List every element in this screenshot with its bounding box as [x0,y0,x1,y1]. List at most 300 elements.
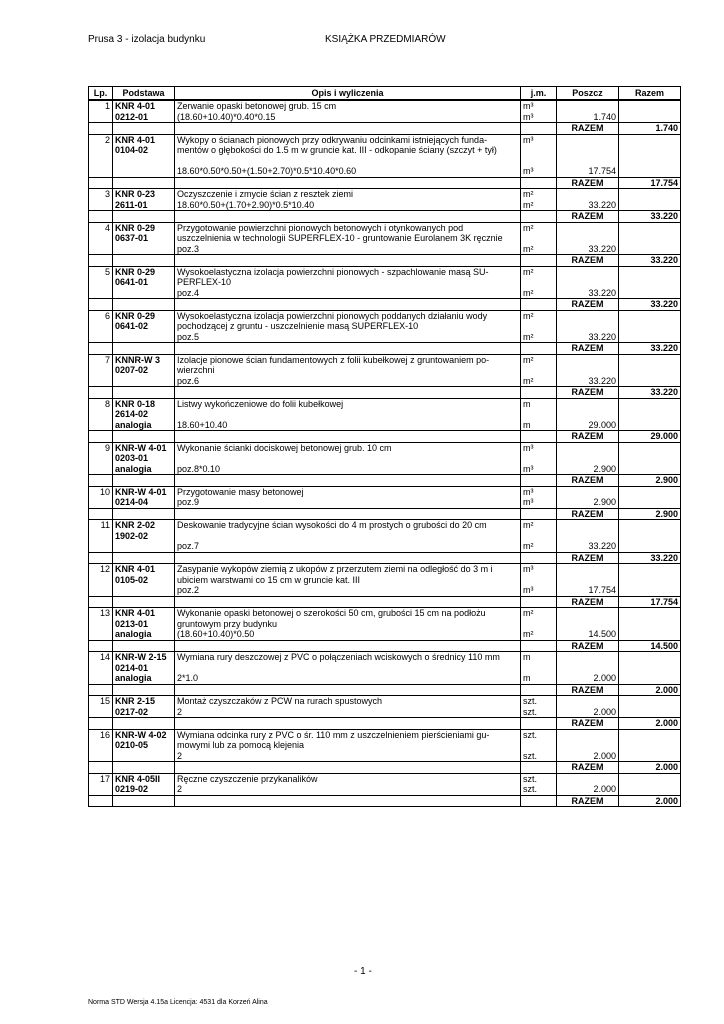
item-calculation: 18.60+10.40 [175,420,521,431]
sum-spacer [175,387,521,399]
item-row [89,442,681,464]
item-calc-row [89,244,681,255]
item-description: Przygotowanie masy betonowej [175,486,521,497]
item-quantity-empty [557,266,619,288]
item-description: Listwy wykończeniowe do folii kubełkowej [175,398,521,420]
sum-spacer [89,508,113,520]
item-quantity: 33.220 [557,376,619,387]
sum-spacer [521,552,557,564]
item-calc-unit: m² [521,376,557,387]
item-lp: 4 [89,222,113,255]
sum-spacer [89,684,113,696]
sum-spacer [89,123,113,135]
item-quantity: 33.220 [557,200,619,211]
item-sum-row [89,475,681,487]
sum-spacer [521,211,557,223]
item-calc-unit: m² [521,288,557,299]
item-total: 33.220 [619,255,681,267]
item-lp: 14 [89,652,113,685]
item-basis-line: KNR 0-29 [115,266,156,277]
item-sum-row [89,508,681,520]
item-calc-unit: m³ [521,112,557,123]
sum-spacer [521,508,557,520]
item-description: Wykopy o ścianach pionowych przy odkrywaniu odcinkami istniejących funda-mentów o głębokości do 1.5 m w gruncie kat. III - odkopanie ściany (szczyt + tył) [175,134,521,166]
item-unit: m² [521,354,557,376]
sum-spacer [89,552,113,564]
sum-spacer [113,475,175,487]
razem-label: RAZEM [557,684,619,696]
item-calculation: poz.7 [175,541,521,552]
bill-of-quantities-table [88,86,681,807]
item-basis-line: 1902-02 [115,530,149,541]
sum-spacer [175,299,521,311]
item-calculation: poz.3 [175,244,521,255]
item-calculation: 2 [175,751,521,762]
item-total-empty [619,486,681,497]
item-total-empty [619,222,681,244]
item-calc-row [89,784,681,795]
item-total-empty [619,707,681,718]
item-calculation: poz.5 [175,332,521,343]
item-quantity: 2.900 [557,497,619,508]
item-lp: 6 [89,310,113,343]
item-row [89,354,681,376]
item-quantity-empty [557,696,619,707]
sum-spacer [521,795,557,807]
footer-license-text: Norma STD Wersja 4.15a Licencja: 4531 dla Korzeń Alina [88,999,268,1006]
item-total-empty [619,520,681,542]
item-calc-row [89,673,681,684]
razem-label: RAZEM [557,123,619,135]
col-header-basis: Podstawa [113,87,175,101]
item-unit: szt. [521,729,557,751]
item-calc-unit: m² [521,629,557,640]
item-calc-unit: m³ [521,166,557,177]
item-lp: 3 [89,189,113,211]
item-basis-line: analogia [115,419,152,430]
item-calc-row [89,541,681,552]
sum-spacer [521,123,557,135]
item-quantity-empty [557,652,619,674]
sum-spacer [89,762,113,774]
razem-label: RAZEM [557,640,619,652]
item-total: 1.740 [619,123,681,135]
item-row [89,266,681,288]
item-calc-unit: szt. [521,751,557,762]
item-calc-unit: m³ [521,585,557,596]
item-quantity: 33.220 [557,541,619,552]
item-total: 17.754 [619,596,681,608]
item-row [89,310,681,332]
sum-spacer [175,596,521,608]
item-row [89,520,681,542]
item-unit: m² [521,520,557,542]
sum-spacer [175,640,521,652]
item-quantity-empty [557,729,619,751]
item-total-empty [619,696,681,707]
item-basis-line: KNR 0-23 [115,189,156,199]
sum-spacer [89,596,113,608]
item-total-empty [619,244,681,255]
item-total-empty [619,773,681,784]
item-row [89,222,681,244]
item-lp: 5 [89,266,113,299]
item-total: 14.500 [619,640,681,652]
item-unit: szt. [521,773,557,784]
item-basis [113,134,175,177]
sum-spacer [175,343,521,355]
item-quantity: 17.754 [557,166,619,177]
item-quantity-empty [557,520,619,542]
sum-spacer [113,508,175,520]
item-calculation: 2 [175,784,521,795]
item-description: Ręczne czyszczenie przykanalików [175,773,521,784]
item-total: 2.900 [619,475,681,487]
item-basis [113,442,175,475]
item-calc-row [89,332,681,343]
sum-spacer [89,640,113,652]
item-total: 2.900 [619,508,681,520]
item-calc-unit: szt. [521,707,557,718]
sum-spacer [113,718,175,730]
item-basis [113,520,175,553]
item-lp: 12 [89,564,113,597]
sum-spacer [175,795,521,807]
sum-spacer [113,255,175,267]
razem-label: RAZEM [557,255,619,267]
item-total-empty [619,784,681,795]
item-basis-line: 2614-02 [115,409,149,419]
sum-spacer [521,387,557,399]
col-header-lp: Lp. [89,87,113,101]
item-unit: m [521,398,557,420]
item-total: 33.220 [619,552,681,564]
sum-spacer [521,762,557,774]
item-basis [113,266,175,299]
item-total: 33.220 [619,387,681,399]
item-unit: m³ [521,442,557,464]
item-basis-line: 0217-02 [115,706,149,717]
item-calculation: poz.9 [175,497,521,508]
item-sum-row [89,387,681,399]
item-sum-row [89,211,681,223]
item-basis-line: 0637-01 [115,233,149,243]
item-row [89,486,681,497]
sum-spacer [89,387,113,399]
item-basis [113,773,175,795]
item-basis-line: 0641-02 [115,321,149,331]
sum-spacer [521,431,557,443]
item-lp: 8 [89,398,113,431]
item-basis [113,652,175,685]
item-total-empty [619,420,681,431]
item-total-empty [619,398,681,420]
item-sum-row [89,299,681,311]
sum-spacer [175,431,521,443]
item-total-empty [619,652,681,674]
item-total-empty [619,100,681,112]
item-sum-row [89,718,681,730]
item-sum-row [89,640,681,652]
item-description: Wysokoelastyczna izolacja powierzchni pionowych poddanych działaniu wody pochodzącej z gruntu - uszczelnienie masą SUPERFLEX-10 [175,310,521,332]
razem-label: RAZEM [557,596,619,608]
item-calc-unit: m² [521,244,557,255]
item-description: Wymiana odcinka rury z PVC o śr. 110 mm z uszczelnieniem pierścieniami gu-mowymi lub za pomocą klejenia [175,729,521,751]
item-basis [113,354,175,387]
item-calc-row [89,376,681,387]
item-unit: m² [521,310,557,332]
item-basis-line: KNR 2-02 [115,520,156,530]
item-sum-row [89,123,681,135]
item-description: Deskowanie tradycyjne ścian wysokości do 4 m prostych o grubości do 20 cm [175,520,521,542]
item-total-empty [619,376,681,387]
item-lp: 16 [89,729,113,762]
item-total-empty [619,541,681,552]
item-total-empty [619,112,681,123]
sum-spacer [175,255,521,267]
item-calculation: (18.60+10.40)*0.50 [175,629,521,640]
item-quantity-empty [557,222,619,244]
item-quantity: 14.500 [557,629,619,640]
item-basis-line: KNR 0-29 [115,310,156,321]
sum-spacer [89,718,113,730]
item-unit: m [521,652,557,674]
item-basis [113,189,175,211]
razem-label: RAZEM [557,508,619,520]
item-unit: m² [521,608,557,630]
sum-spacer [113,387,175,399]
item-lp: 13 [89,608,113,641]
item-quantity-empty [557,564,619,586]
item-calc-unit: m² [521,541,557,552]
razem-label: RAZEM [557,431,619,443]
sum-spacer [113,596,175,608]
col-header-unit: j.m. [521,87,557,101]
item-calc-row [89,420,681,431]
item-quantity-empty [557,608,619,630]
item-basis-line: 0203-01 [115,453,149,463]
item-description: Zasypanie wykopów ziemią z ukopów z przerzutem ziemi na odległość do 3 m i ubiciem warstwami co 15 cm w gruncie kat. III [175,564,521,586]
sum-spacer [113,177,175,189]
item-calc-unit: m³ [521,464,557,475]
table-header-row [89,87,681,101]
item-row [89,398,681,420]
item-total-empty [619,629,681,640]
item-total: 33.220 [619,299,681,311]
item-basis [113,729,175,762]
sum-spacer [89,211,113,223]
item-unit: m² [521,222,557,244]
razem-label: RAZEM [557,177,619,189]
item-total-empty [619,497,681,508]
item-description: Wykonanie ścianki dociskowej betonowej grub. 10 cm [175,442,521,464]
item-quantity: 33.220 [557,288,619,299]
item-calculation: poz.4 [175,288,521,299]
sum-spacer [89,475,113,487]
razem-label: RAZEM [557,552,619,564]
item-total: 33.220 [619,343,681,355]
item-row [89,652,681,674]
item-sum-row [89,431,681,443]
sum-spacer [113,684,175,696]
item-quantity: 2.000 [557,673,619,684]
item-quantity: 2.000 [557,751,619,762]
sum-spacer [175,475,521,487]
item-description: Oczyszczenie i zmycie ścian z resztek ziemi [175,189,521,200]
item-basis [113,100,175,123]
item-calculation: poz.6 [175,376,521,387]
item-basis-line: 0212-01 [115,111,149,122]
item-basis-line: KNNR-W 3 [115,354,160,365]
item-basis [113,564,175,597]
col-header-description: Opis i wyliczenia [175,87,521,101]
item-calculation: 2*1.0 [175,673,521,684]
item-basis-line: KNR 0-18 [115,398,156,409]
item-calc-row [89,751,681,762]
item-basis-line: 0641-01 [115,277,149,287]
item-basis [113,398,175,431]
item-lp: 7 [89,354,113,387]
item-total-empty [619,751,681,762]
item-quantity-empty [557,354,619,376]
item-calc-unit: m² [521,332,557,343]
item-total-empty [619,310,681,332]
item-total-empty [619,189,681,200]
sum-spacer [521,343,557,355]
item-lp: 9 [89,442,113,475]
razem-label: RAZEM [557,795,619,807]
item-lp: 11 [89,520,113,553]
item-row [89,100,681,112]
col-header-total: Razem [619,87,681,101]
item-total-empty [619,200,681,211]
item-calc-row [89,629,681,640]
item-basis-line: 0210-05 [115,740,149,750]
item-description: Przygotowanie powierzchni pionowych betonowych i otynkowanych pod uszczelnienia w technologii SUPERFLEX-10 - gruntowanie Eurolanem 3K ręcznie [175,222,521,244]
sum-spacer [113,795,175,807]
item-basis-line: KNR-W 2-15 [115,652,167,662]
item-row [89,608,681,630]
item-basis-line: KNR 4-01 [115,101,156,111]
sum-spacer [521,299,557,311]
item-basis-line: 0213-01 [115,618,149,629]
item-basis-line: KNR 4-01 [115,134,156,145]
item-total-empty [619,673,681,684]
sum-spacer [521,640,557,652]
item-basis [113,608,175,641]
sum-spacer [175,718,521,730]
item-quantity: 33.220 [557,244,619,255]
document-header-left: Prusa 3 - izolacja budynku [88,34,206,45]
item-total-empty [619,354,681,376]
item-calc-row [89,288,681,299]
sum-spacer [89,177,113,189]
item-description: Zerwanie opaski betonowej grub. 15 cm [175,100,521,112]
item-unit: m² [521,266,557,288]
sum-spacer [175,552,521,564]
item-calc-row [89,464,681,475]
item-basis-line: KNR 4-01 [115,564,156,574]
razem-label: RAZEM [557,211,619,223]
item-total: 2.000 [619,684,681,696]
sum-spacer [521,177,557,189]
razem-label: RAZEM [557,343,619,355]
item-sum-row [89,684,681,696]
item-description: Wykonanie opaski betonowej o szerokości 50 cm, grubości 15 cm na podłożu gruntowym przy budynku [175,608,521,630]
item-lp: 15 [89,696,113,718]
item-calculation: (18.60+10.40)*0.40*0.15 [175,112,521,123]
razem-label: RAZEM [557,299,619,311]
item-basis-line: KNR 2-15 [115,696,156,706]
item-unit: szt. [521,696,557,707]
item-basis-line: 0214-04 [115,497,149,507]
item-unit: m³ [521,134,557,166]
item-total: 2.000 [619,795,681,807]
item-sum-row [89,177,681,189]
item-quantity-empty [557,189,619,200]
item-total-empty [619,266,681,288]
item-basis-line: analogia [115,629,152,639]
sum-spacer [113,211,175,223]
item-calc-row [89,707,681,718]
sum-spacer [521,475,557,487]
item-basis-line: analogia [115,673,152,683]
item-lp: 17 [89,773,113,795]
sum-spacer [175,123,521,135]
sum-spacer [113,552,175,564]
item-total-empty [619,288,681,299]
item-sum-row [89,795,681,807]
item-lp: 1 [89,100,113,123]
razem-label: RAZEM [557,762,619,774]
item-basis-line: 0105-02 [115,574,149,585]
item-row [89,773,681,784]
item-quantity-empty [557,100,619,112]
item-total: 17.754 [619,177,681,189]
item-calculation: poz.2 [175,585,521,596]
item-total-empty [619,729,681,751]
item-total-empty [619,585,681,596]
item-total: 2.000 [619,718,681,730]
item-row [89,134,681,166]
item-unit: m³ [521,486,557,497]
sum-spacer [113,343,175,355]
sum-spacer [113,640,175,652]
item-basis-line: KNR-W 4-01 [115,442,167,453]
item-basis-line: KNR-W 4-02 [115,729,167,740]
item-lp: 2 [89,134,113,177]
item-description: Montaż czyszczaków z PCW na rurach spustowych [175,696,521,707]
item-calc-row [89,585,681,596]
item-calc-row [89,497,681,508]
item-basis-line: KNR 4-01 [115,608,156,618]
item-basis-line: 0214-01 [115,662,149,673]
item-basis [113,222,175,255]
item-basis-line: 0104-02 [115,145,149,155]
sum-spacer [175,762,521,774]
item-calc-row [89,166,681,177]
item-calc-unit: m³ [521,497,557,508]
item-calc-row [89,112,681,123]
item-quantity: 17.754 [557,585,619,596]
item-sum-row [89,596,681,608]
item-calc-unit: m² [521,200,557,211]
sum-spacer [113,431,175,443]
item-unit: m³ [521,100,557,112]
item-row [89,189,681,200]
item-total: 2.000 [619,762,681,774]
item-basis-line: 0219-02 [115,784,149,794]
